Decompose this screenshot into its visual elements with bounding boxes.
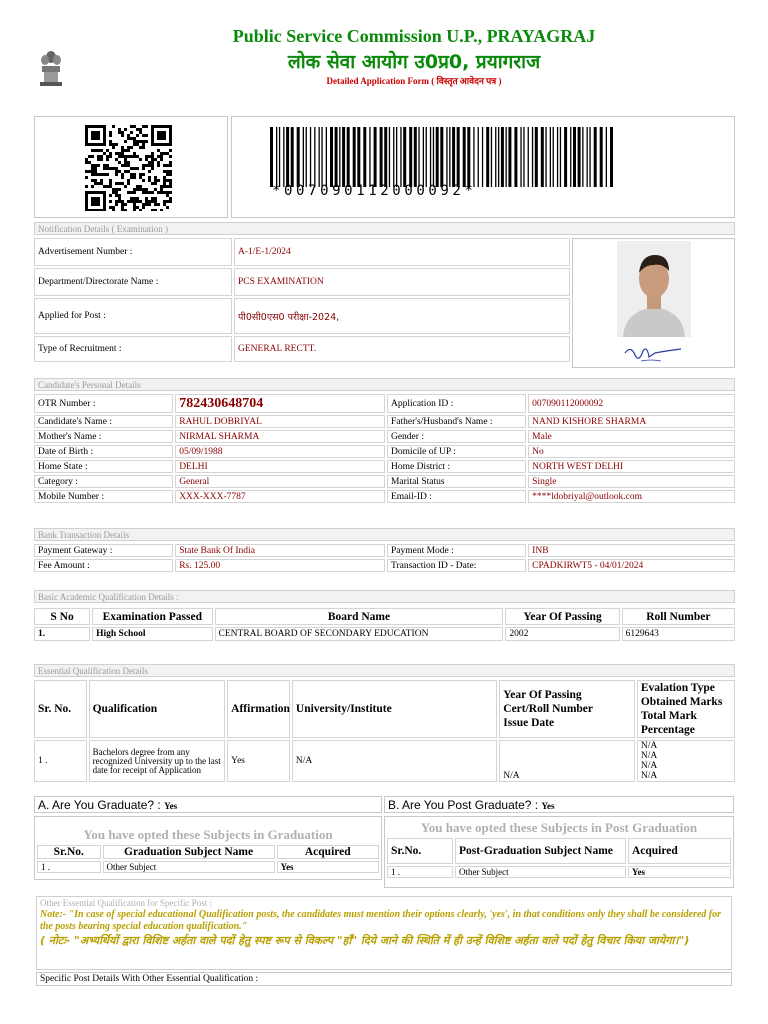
- academic-cell-roll: 6129643: [622, 627, 735, 641]
- home-state-label: Home State :: [34, 460, 173, 473]
- photo-panel: [572, 238, 735, 368]
- payment-gateway-label: Payment Gateway :: [34, 544, 173, 557]
- graduation-heading: You have opted these Subjects in Graduation: [83, 827, 333, 842]
- barcode: [268, 127, 618, 189]
- other-section-title: Other Essential Qualification for Specific Post :: [40, 898, 212, 908]
- essential-cell-year: N/A: [499, 740, 635, 782]
- post-graduation-header-srno: Sr.No.: [387, 838, 453, 864]
- graduation-cell-acquired: Yes: [277, 861, 379, 873]
- otr-label: OTR Number :: [34, 394, 173, 413]
- department-value: PCS EXAMINATION: [234, 268, 570, 296]
- academic-cell-board: CENTRAL BOARD OF SECONDARY EDUCATION: [215, 627, 504, 641]
- advertisement-value: A-1/E-1/2024: [234, 238, 570, 266]
- post-graduate-question-label: B. Are You Post Graduate? :: [388, 798, 539, 812]
- mobile-label: Mobile Number :: [34, 490, 173, 503]
- header-subtitle: Detailed Application Form ( विस्तृत आवेदन पत्र ): [326, 76, 502, 86]
- candidate-name-label: Candidate's Name :: [34, 415, 173, 428]
- header-title-hi: लोक सेवा आयोग उ0प्र0, प्रयागराज: [287, 51, 541, 73]
- marital-status-label: Marital Status: [387, 475, 526, 488]
- post-graduate-answer: Yes: [541, 801, 555, 811]
- academic-header-year: Year Of Passing: [505, 608, 619, 625]
- payment-mode-value: INB: [528, 544, 735, 557]
- post-value: पी0सी0एस0 परीक्षा-2024,: [234, 298, 570, 334]
- bank-table: [32, 542, 737, 574]
- application-id-value: 007090112000092: [528, 394, 735, 413]
- graduate-question-label: A. Are You Graduate? :: [38, 798, 161, 812]
- fee-amount-value: Rs. 125.00: [175, 559, 385, 572]
- academic-cell-exam: High School: [92, 627, 212, 641]
- post-graduation-cell-acquired: Yes: [628, 866, 731, 878]
- mobile-value: XXX-XXX-7787: [175, 490, 385, 503]
- essential-cell-evaluation: N/A N/A N/A N/A: [637, 740, 735, 782]
- graduation-header-acquired: Acquired: [277, 845, 379, 859]
- graduation-panel: [34, 816, 382, 880]
- academic-cell-year: 2002: [505, 627, 619, 641]
- note-hindi: ( नोटः- "अभ्यर्थियों द्वारा विशिष्ट अर्हता वाले पदों हेतु स्पष्ट रूप से विकल्प "हाँ" दिये जाने की स्थिति में ही उन्हें विशिष्ट अर्हता वाले पदों हेतु विचार किया जायेगा।"): [40, 934, 690, 947]
- essential-header-year: Year Of Passing Cert/Roll Number Issue Date: [499, 680, 635, 738]
- essential-table: [32, 678, 737, 784]
- graduation-cell-subject: Other Subject: [103, 861, 275, 873]
- notification-section-title: Notification Details ( Examination ): [34, 222, 735, 235]
- home-district-value: NORTH WEST DELHI: [528, 460, 735, 473]
- dob-value: 05/09/1988: [175, 445, 385, 458]
- domicile-label: Domicile of UP :: [387, 445, 526, 458]
- essential-cell-qualification: Bachelors degree from any recognized University up to the last date for receipt of Application: [89, 740, 226, 782]
- post-graduation-panel: [384, 816, 734, 888]
- mother-name-label: Mother's Name :: [34, 430, 173, 443]
- notification-table: [32, 236, 572, 364]
- essential-header-evaluation: Evalation Type Obtained Marks Total Mark Percentage: [637, 680, 735, 738]
- graduation-header-subject: Graduation Subject Name: [103, 845, 275, 859]
- post-graduation-cell-subject: Other Subject: [455, 866, 626, 878]
- category-value: General: [175, 475, 385, 488]
- email-label: Email-ID :: [387, 490, 526, 503]
- note-english: Note:- "In case of special educational Qualification posts, the candidates must mention their options clearly, 'yes', in that conditions only they shall be considered for the posts bearing special education qualification.": [40, 909, 722, 932]
- father-name-label: Father's/Husband's Name :: [387, 415, 526, 428]
- post-graduate-question: [384, 796, 734, 813]
- post-graduation-header-acquired: Acquired: [628, 838, 731, 864]
- academic-header-exam: Examination Passed: [92, 608, 212, 625]
- candidate-signature: [621, 341, 687, 365]
- payment-mode-label: Payment Mode :: [387, 544, 526, 557]
- candidate-name-value: RAHUL DOBRIYAL: [175, 415, 385, 428]
- post-graduation-cell-srno: 1 .: [387, 866, 453, 878]
- fee-amount-label: Fee Amount :: [34, 559, 173, 572]
- department-label: Department/Directorate Name :: [34, 268, 232, 296]
- candidate-photo: [617, 241, 691, 337]
- category-label: Category :: [34, 475, 173, 488]
- qr-panel: [34, 116, 228, 218]
- father-name-value: NAND KISHORE SHARMA: [528, 415, 735, 428]
- academic-header-sno: S No: [34, 608, 90, 625]
- advertisement-label: Advertisement Number :: [34, 238, 232, 266]
- essential-cell-university: N/A: [292, 740, 497, 782]
- academic-header-roll: Roll Number: [622, 608, 735, 625]
- essential-cell-srno: 1 .: [34, 740, 87, 782]
- barcode-panel: [231, 116, 735, 218]
- personal-section-title: Candidate's Personal Details: [34, 378, 735, 391]
- barcode-text: *007090112000092*: [272, 183, 477, 199]
- essential-header-qualification: Qualification: [89, 680, 226, 738]
- payment-gateway-value: State Bank Of India: [175, 544, 385, 557]
- recruitment-label: Type of Recruitment :: [34, 336, 232, 362]
- qr-code: [85, 125, 179, 211]
- academic-table: [32, 606, 737, 643]
- academic-cell-sno: 1.: [34, 627, 90, 641]
- essential-section-title: Essential Qualification Details: [34, 664, 735, 677]
- mother-name-value: NIRMAL SHARMA: [175, 430, 385, 443]
- other-essential-panel: [36, 896, 732, 970]
- graduate-question: [34, 796, 382, 813]
- gender-label: Gender :: [387, 430, 526, 443]
- home-state-value: DELHI: [175, 460, 385, 473]
- email-value: ****ldobriyal@outlook.com: [528, 490, 735, 503]
- essential-header-affirmation: Affirmation: [227, 680, 290, 738]
- post-graduation-heading: You have opted these Subjects in Post Graduation: [420, 820, 698, 835]
- post-graduation-header-subject: Post-Graduation Subject Name: [455, 838, 626, 864]
- bank-section-title: Bank Transaction Details: [34, 528, 735, 541]
- academic-header-board: Board Name: [215, 608, 504, 625]
- graduate-answer: Yes: [164, 801, 178, 811]
- transaction-id-value: CPADKIRWT5 - 04/01/2024: [528, 559, 735, 572]
- graduation-cell-srno: 1 .: [37, 861, 101, 873]
- essential-header-university: University/Institute: [292, 680, 497, 738]
- application-id-label: Application ID :: [387, 394, 526, 413]
- post-label: Applied for Post :: [34, 298, 232, 334]
- header-title-en: Public Service Commission U.P., PRAYAGRAJ: [232, 26, 596, 46]
- otr-value: 782430648704: [175, 394, 385, 413]
- gender-value: Male: [528, 430, 735, 443]
- essential-cell-affirmation: Yes: [227, 740, 290, 782]
- academic-section-title: Basic Academic Qualification Details :: [34, 590, 735, 603]
- specific-post-label: Specific Post Details With Other Essential Qualification :: [36, 972, 732, 986]
- essential-header-srno: Sr. No.: [34, 680, 87, 738]
- transaction-id-label: Transaction ID - Date:: [387, 559, 526, 572]
- marital-status-value: Single: [528, 475, 735, 488]
- domicile-value: No: [528, 445, 735, 458]
- recruitment-value: GENERAL RECTT.: [234, 336, 570, 362]
- dob-label: Date of Birth :: [34, 445, 173, 458]
- personal-table: [32, 392, 737, 505]
- home-district-label: Home District :: [387, 460, 526, 473]
- graduation-header-srno: Sr.No.: [37, 845, 101, 859]
